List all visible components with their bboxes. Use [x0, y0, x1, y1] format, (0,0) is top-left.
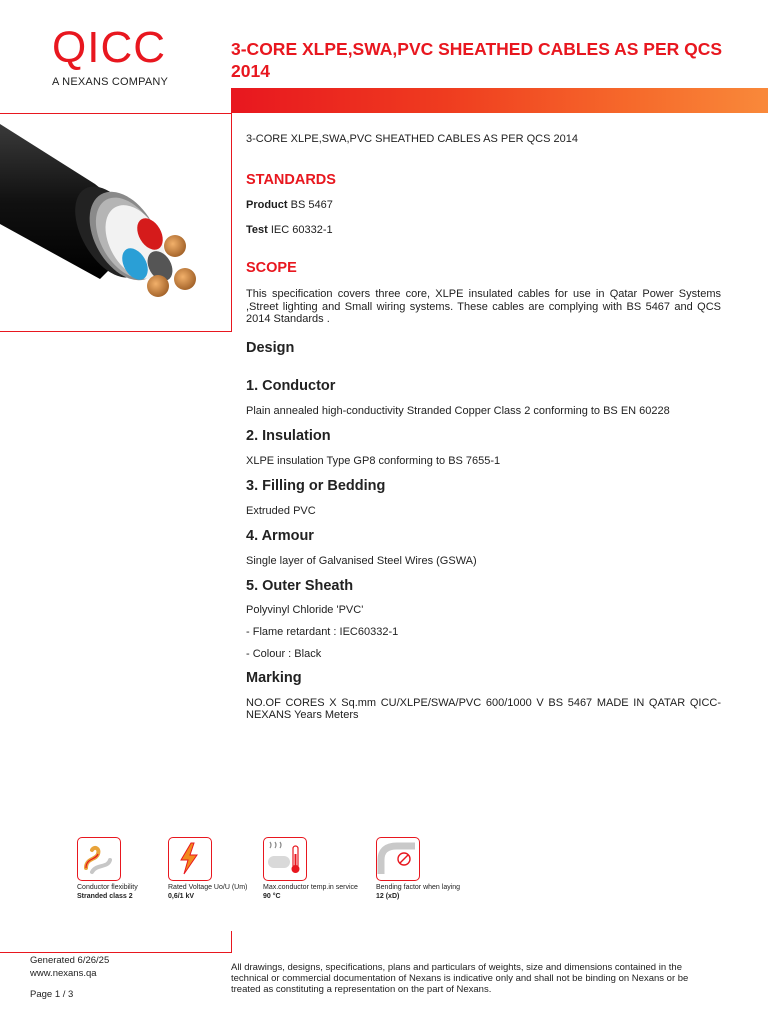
icon-value: 12 (xD) — [376, 893, 400, 900]
max-temperature-icon — [263, 837, 307, 881]
icon-label: Conductor flexibility — [77, 884, 138, 891]
sheath-flame: - Flame retardant : IEC60332-1 — [246, 625, 399, 638]
filling-heading: 3. Filling or Bedding — [246, 477, 386, 494]
design-heading: Design — [246, 339, 295, 356]
footer-divider — [0, 952, 231, 953]
icon-label: Max.conductor temp.in service — [263, 884, 358, 891]
footer-meta — [30, 954, 109, 1001]
rated-voltage-icon — [168, 837, 212, 881]
product-label: Product — [246, 199, 288, 211]
image-frame-bottom — [0, 331, 232, 332]
image-frame-right — [231, 113, 232, 331]
product-value: BS 5467 — [290, 199, 333, 211]
armour-heading: 4. Armour — [246, 527, 314, 544]
conductor-text: Plain annealed high-conductivity Stranded Copper Class 2 conforming to BS EN 60228 — [246, 404, 670, 417]
test-value: IEC 60332-1 — [270, 224, 333, 236]
scope-heading: SCOPE — [246, 260, 297, 276]
company-logo — [52, 23, 169, 88]
website-link[interactable]: www.nexans.qa — [30, 968, 97, 979]
bending-factor-icon — [376, 837, 420, 881]
icon-value: 90 °C — [263, 893, 281, 900]
conductor-heading: 1. Conductor — [246, 377, 336, 394]
conductor-flexibility-icon — [77, 837, 121, 881]
icon-value: Stranded class 2 — [77, 893, 133, 900]
icon-label: Bending factor when laying — [376, 884, 461, 891]
main-content — [246, 133, 721, 722]
marking-text: NO.OF CORES X Sq.mm CU/XLPE/SWA/PVC 600/1000 V BS 5467 MADE IN QATAR QICC-NEXANS Years Meters — [246, 696, 721, 721]
sheath-text: Polyvinyl Chloride 'PVC' — [246, 603, 364, 616]
header-gradient-bar — [231, 88, 768, 113]
filling-text: Extruded PVC — [246, 504, 316, 517]
insulation-text: XLPE insulation Type GP8 conforming to BS 7655-1 — [246, 454, 501, 467]
generated-date: Generated 6/26/25 — [30, 955, 110, 966]
legal-disclaimer: All drawings, designs, specifications, plans and particulars of weights, size and dimensions contained in the technical or commercial documentation of Nexans is indicative only and shall not be binding on Nexans or be treated as constituting a representation on the part of Nexans. — [231, 962, 689, 995]
footer-divider-vertical — [231, 931, 232, 953]
logo-tagline: A NEXANS COMPANY — [52, 76, 169, 88]
standards-heading: STANDARDS — [246, 172, 336, 188]
product-subtitle: 3-CORE XLPE,SWA,PVC SHEATHED CABLES AS PER QCS 2014 — [246, 133, 578, 145]
standard-test — [246, 224, 721, 236]
sheath-colour: - Colour : Black — [246, 647, 322, 660]
icon-label: Rated Voltage Uo/U (Um) — [168, 884, 248, 891]
armour-text: Single layer of Galvanised Steel Wires (GSWA) — [246, 554, 477, 567]
insulation-heading: 2. Insulation — [246, 427, 331, 444]
cable-product-image — [0, 114, 231, 331]
test-label: Test — [246, 224, 268, 236]
scope-text: This specification covers three core, XLPE insulated cables for use in Qatar Power Systems ,Street lighting and Small wiring systems. These cables are complying with BS 5467 and QCS 2014 Standards . — [246, 288, 721, 325]
marking-heading: Marking — [246, 669, 302, 686]
standard-product — [246, 199, 721, 211]
sheath-heading: 5. Outer Sheath — [246, 577, 354, 594]
icon-value: 0,6/1 kV — [168, 893, 195, 900]
page-number: Page 1 / 3 — [30, 989, 74, 1000]
document-title: 3-CORE XLPE,SWA,PVC SHEATHED CABLES AS PER QCS 2014 — [231, 39, 723, 81]
logo-wordmark: QICC — [52, 23, 166, 72]
